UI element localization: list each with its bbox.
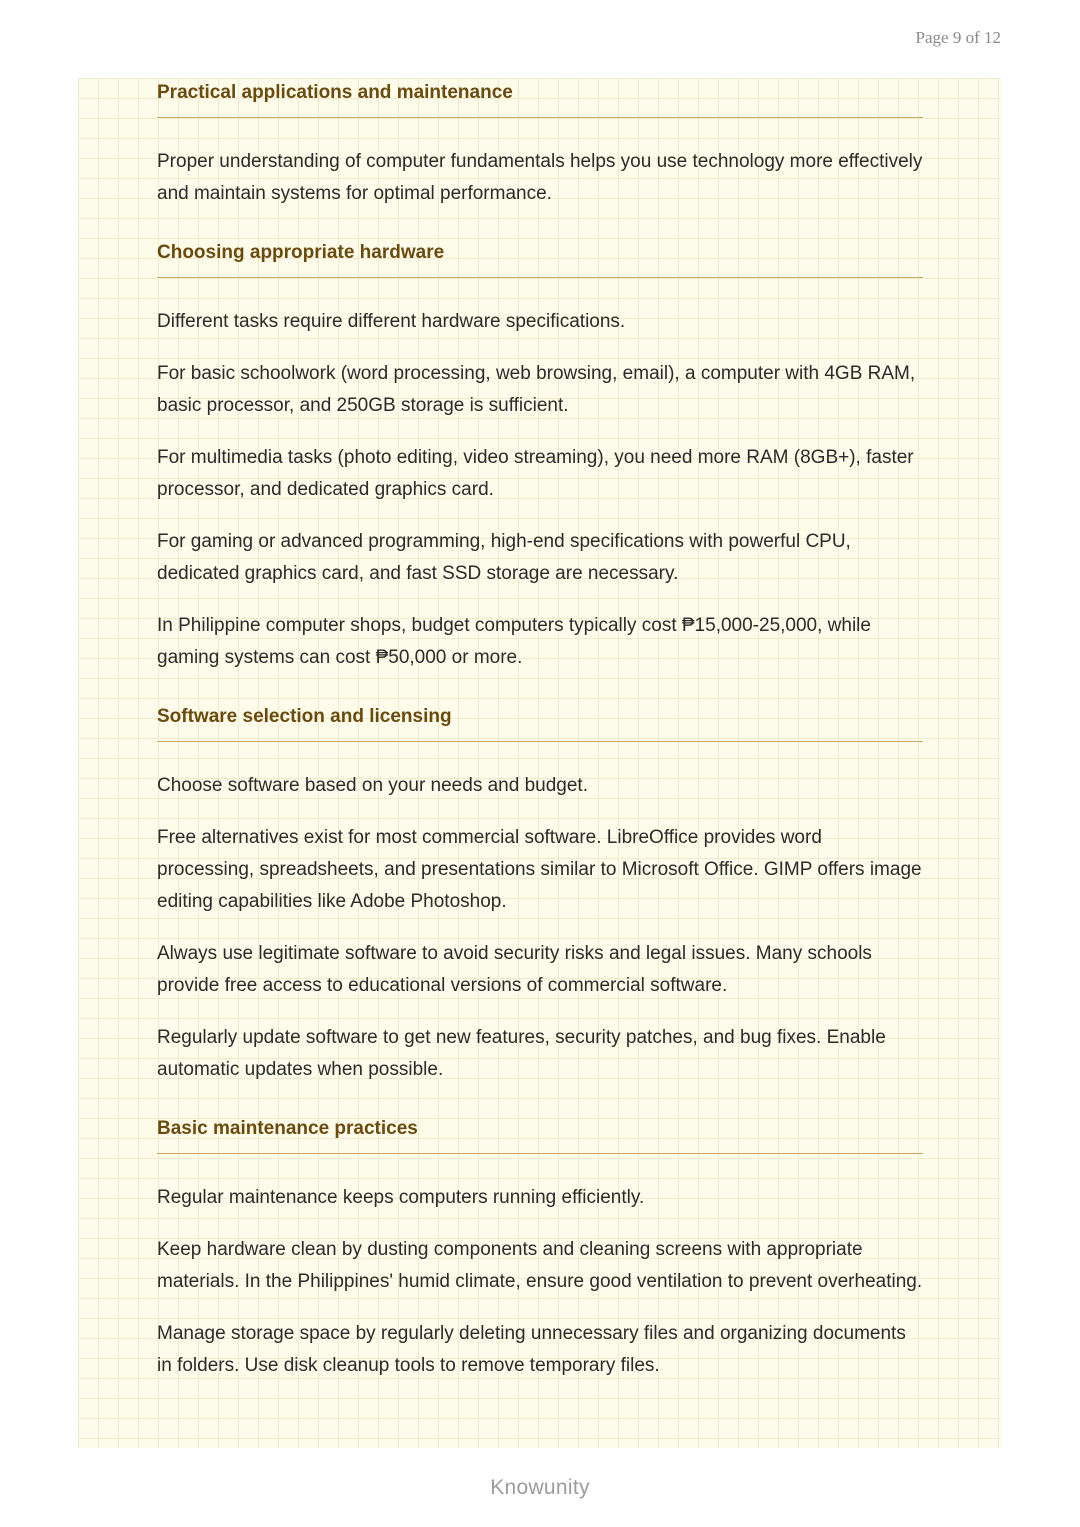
paragraph: Choose software based on your needs and budget. [157,775,588,796]
paragraph: In Philippine computer shops, budget computers typically cost ₱15,000-25,000, while gaming systems can cost ₱50,000 or more. [157,615,871,668]
grid-paper-sheet [78,78,1001,1448]
paragraph: Keep hardware clean by dusting components and cleaning screens with appropriate materials. In the Philippines' humid climate, ensure good ventilation to prevent overheating. [157,1239,923,1292]
page-number: Page 9 of 12 [915,28,1001,47]
paragraph: Free alternatives exist for most commercial software. LibreOffice provides word processing, spreadsheets, and presentations similar to Microsoft Office. GIMP offers image editing capabilities like Adobe Photoshop. [157,827,922,912]
paragraph: For multimedia tasks (photo editing, video streaming), you need more RAM (8GB+), faster processor, and dedicated graphics card. [157,447,914,500]
document-content [157,78,923,1382]
section-heading-basic-maintenance: Basic maintenance practices [157,1114,923,1154]
section-heading-choosing-hardware: Choosing appropriate hardware [157,238,923,278]
brand-footer: Knowunity [490,1476,590,1499]
paragraph: For basic schoolwork (word processing, web browsing, email), a computer with 4GB RAM, basic processor, and 250GB storage is sufficient. [157,363,916,416]
paragraph: For gaming or advanced programming, high-end specifications with powerful CPU, dedicated graphics card, and fast SSD storage are necessary. [157,531,851,584]
paragraph: Different tasks require different hardware specifications. [157,311,626,332]
section-heading-software-selection: Software selection and licensing [157,702,923,742]
paragraph: Regular maintenance keeps computers running efficiently. [157,1187,645,1208]
paragraph: Regularly update software to get new features, security patches, and bug fixes. Enable automatic updates when possible. [157,1027,886,1080]
section-heading-practical-applications: Practical applications and maintenance [157,78,923,118]
paragraph: Proper understanding of computer fundamentals helps you use technology more effectively and maintain systems for optimal performance. [157,151,923,204]
paragraph: Manage storage space by regularly deleting unnecessary files and organizing documents in folders. Use disk cleanup tools to remove temporary files. [157,1323,906,1376]
paragraph: Always use legitimate software to avoid security risks and legal issues. Many schools provide free access to educational versions of commercial software. [157,943,872,996]
